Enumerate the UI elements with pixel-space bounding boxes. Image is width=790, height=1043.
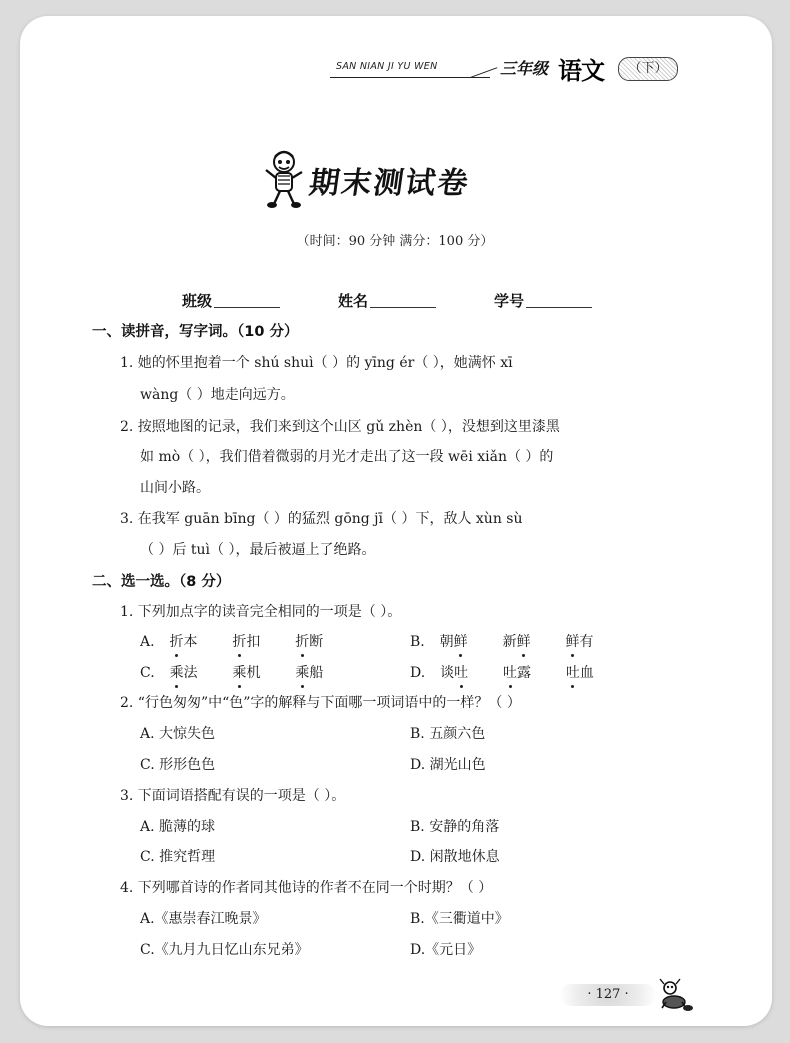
dotted-char: 乘 <box>295 662 309 682</box>
s1-q3-line2: （ ）后 tuì（ ），最后被逼上了绝路。 <box>140 542 376 558</box>
number-blank[interactable] <box>526 293 592 308</box>
book-header <box>330 50 750 90</box>
s1-q1-line1: 1. 她的怀里抱着一个 shú shuì（ ）的 yīng ér（ ），她满怀 xī <box>120 355 513 371</box>
s2-q2-stem: 2. “行色匆匆”中“色”字的解释与下面哪一项词语中的一样？（ ） <box>120 695 521 711</box>
option-word: 折本 <box>169 634 197 650</box>
option-word: 吐露 <box>503 665 531 681</box>
option-word: 谈吐 <box>440 665 468 681</box>
exam-title-block <box>262 148 522 210</box>
option-label: B. <box>410 634 425 650</box>
s2-q1-option-c[interactable] <box>140 662 323 682</box>
name-label: 姓名 <box>338 292 369 310</box>
s1-q1-line2: wàng（ ）地走向远方。 <box>140 387 295 403</box>
mascot-icon <box>262 148 308 210</box>
time-score-info: （时间：90 分钟 满分：100 分） <box>296 234 494 249</box>
option-word: 吐血 <box>566 665 594 681</box>
s2-q2-option-c[interactable]: C. 形形色色 <box>140 757 216 773</box>
dotted-char: 吐 <box>503 662 517 682</box>
s1-q2-line1: 2. 按照地图的记录，我们来到这个山区 gǔ zhèn（ ），没想到这里漆黑 <box>120 419 560 435</box>
dotted-char: 吐 <box>454 662 468 682</box>
option-word: 朝鲜 <box>440 634 468 650</box>
s2-q3-stem: 3. 下面词语搭配有误的一项是（ ）。 <box>120 788 346 804</box>
header-volume-badge: （下） <box>618 57 678 81</box>
class-field[interactable] <box>182 290 280 311</box>
dotted-char: 折 <box>295 631 309 651</box>
dotted-char: 折 <box>232 631 246 651</box>
header-rule <box>330 77 490 78</box>
s2-q1-option-b[interactable] <box>410 631 593 651</box>
page-footer <box>560 978 700 1012</box>
s2-q2-option-b[interactable]: B. 五颜六色 <box>410 726 486 742</box>
dotted-char: 乘 <box>232 662 246 682</box>
option-label: D. <box>410 665 426 681</box>
s2-q2-option-d[interactable]: D. 湖光山色 <box>410 757 486 773</box>
class-blank[interactable] <box>214 293 280 308</box>
option-word: 乘机 <box>232 665 260 681</box>
exam-title: 期末测试卷 <box>307 166 472 201</box>
section-1-title: 一、读拼音，写字词。（10 分） <box>92 324 299 340</box>
option-word: 乘船 <box>295 665 323 681</box>
number-label: 学号 <box>494 292 525 310</box>
option-label: A. <box>140 634 155 650</box>
name-field[interactable] <box>338 290 436 311</box>
dotted-char: 吐 <box>566 662 580 682</box>
page-number-badge: · 127 · <box>560 984 656 1006</box>
option-label: C. <box>140 665 155 681</box>
dotted-char: 乘 <box>170 662 184 682</box>
s2-q4-stem: 4. 下列哪首诗的作者同其他诗的作者不在同一个时期？（ ） <box>120 880 493 896</box>
s2-q2-option-a[interactable]: A. 大惊失色 <box>140 726 216 742</box>
option-word: 鲜有 <box>565 634 593 650</box>
dotted-char: 鲜 <box>517 631 531 651</box>
s1-q2-line2: 如 mò（ ），我们借着微弱的月光才走出了这一段 wēi xiǎn（ ）的 <box>140 449 554 465</box>
s2-q1-option-d[interactable] <box>410 662 594 682</box>
s2-q1-option-a[interactable] <box>140 631 323 651</box>
dotted-char: 鲜 <box>454 631 468 651</box>
name-blank[interactable] <box>370 293 436 308</box>
class-label: 班级 <box>182 292 213 310</box>
page-number: 127 <box>595 987 621 1002</box>
s2-q4-option-b[interactable]: B.《三衢道中》 <box>410 911 509 927</box>
header-subject: 语文 <box>558 56 604 85</box>
section-2-title: 二、选一选。（8 分） <box>92 574 231 590</box>
header-grade: 三年级 <box>500 59 549 78</box>
option-word: 乘法 <box>170 665 198 681</box>
option-word: 新鲜 <box>503 634 531 650</box>
s2-q3-option-a[interactable]: A. 脆薄的球 <box>140 819 216 835</box>
s2-q1-stem: 1. 下列加点字的读音完全相同的一项是（ ）。 <box>120 604 402 620</box>
header-pinyin-label: SAN NIAN JI YU WEN <box>336 61 438 72</box>
option-word: 折扣 <box>232 634 260 650</box>
s2-q4-option-a[interactable]: A.《惠崇春江晚景》 <box>140 911 267 927</box>
s1-q2-line3: 山间小路。 <box>140 480 210 496</box>
number-field[interactable] <box>494 290 592 311</box>
option-word: 折断 <box>295 634 323 650</box>
s2-q3-option-d[interactable]: D. 闲散地休息 <box>410 849 500 865</box>
mascot-footer-icon <box>656 978 696 1012</box>
dotted-char: 鲜 <box>565 631 579 651</box>
dotted-char: 折 <box>169 631 183 651</box>
s2-q4-option-c[interactable]: C.《九月九日忆山东兄弟》 <box>140 942 309 958</box>
s2-q3-option-b[interactable]: B. 安静的角落 <box>410 819 500 835</box>
s1-q3-line1: 3. 在我军 guān bīng（ ）的猛烈 gōng jī（ ）下，敌人 xùn sù <box>120 511 523 527</box>
s2-q3-option-c[interactable]: C. 推究哲理 <box>140 849 216 865</box>
s2-q4-option-d[interactable]: D.《元日》 <box>410 942 482 958</box>
